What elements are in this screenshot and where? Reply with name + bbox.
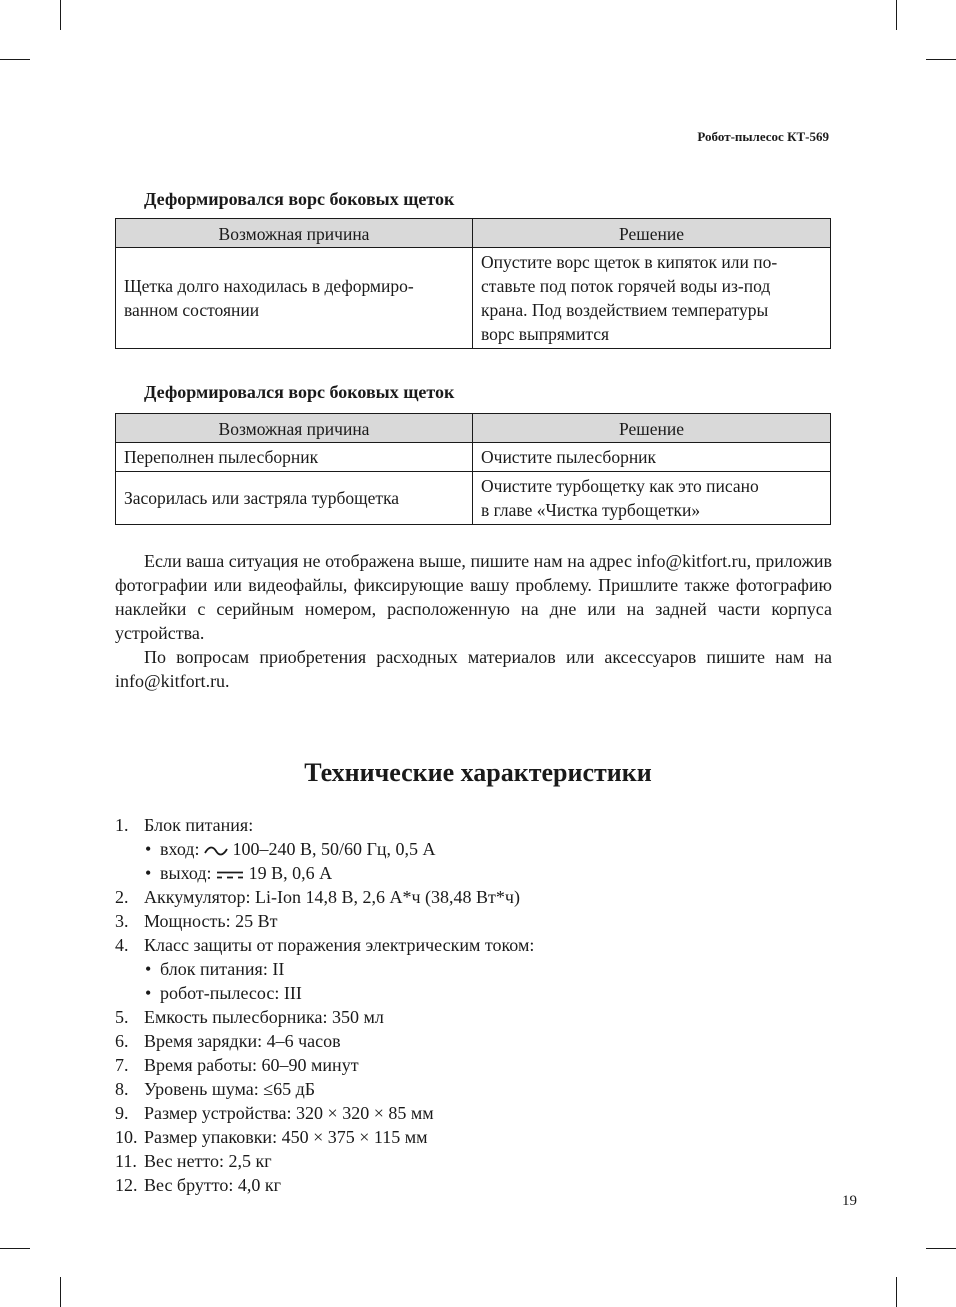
crop-mark bbox=[926, 1248, 956, 1249]
troubleshooting-table-1 bbox=[115, 218, 831, 349]
table-header-row bbox=[116, 219, 831, 248]
column-header-solution: Решение bbox=[473, 414, 831, 443]
table-row bbox=[116, 472, 831, 525]
crop-mark bbox=[60, 0, 61, 30]
crop-mark bbox=[60, 1277, 61, 1307]
specs-list bbox=[115, 813, 835, 1197]
item-number: 10. bbox=[115, 1127, 138, 1147]
bullet: • bbox=[145, 863, 152, 883]
paragraph-text: По вопросам приобретения расходных материалов или аксессуаров пишите нам на bbox=[144, 647, 832, 667]
paragraph-text: приложив фотографии или видеофайлы, фиксирующие вашу проблему. Пришлите также фотографию наклейки с серийным номером, расположенную на дне или на задней части корпуса устройства. bbox=[115, 551, 833, 643]
cell-line: Переполнен пылесборник bbox=[124, 447, 319, 467]
paragraph bbox=[115, 645, 832, 693]
crop-mark bbox=[926, 59, 956, 60]
list-item bbox=[115, 1149, 835, 1173]
paragraph bbox=[115, 549, 832, 645]
list-item bbox=[115, 1101, 835, 1125]
item-text: Размер устройства: 320 × 320 × 85 мм bbox=[144, 1103, 434, 1123]
list-subitem bbox=[115, 837, 835, 861]
item-text: Время работы: 60–90 минут bbox=[144, 1055, 359, 1075]
item-number: 9. bbox=[115, 1103, 129, 1123]
list-item bbox=[115, 1053, 835, 1077]
list-item bbox=[115, 1005, 835, 1029]
item-value: 100–240 В, 50/60 Гц, 0,5 А bbox=[232, 839, 436, 859]
cell-line: ставьте под поток горячей воды из-под bbox=[481, 276, 771, 296]
list-item bbox=[115, 1029, 835, 1053]
item-number: 6. bbox=[115, 1031, 129, 1051]
item-number: 11. bbox=[115, 1151, 137, 1171]
bullet: • bbox=[145, 959, 152, 979]
item-label: вход: bbox=[160, 839, 200, 859]
item-number: 8. bbox=[115, 1079, 129, 1099]
crop-mark bbox=[0, 1248, 30, 1249]
item-text: блок питания: II bbox=[160, 959, 285, 979]
list-item bbox=[115, 933, 835, 957]
cell-line: Очистите турбощетку как это писано bbox=[481, 476, 759, 496]
item-value: 19 В, 0,6 А bbox=[248, 863, 333, 883]
list-subitem bbox=[115, 981, 835, 1005]
table2-title: Деформировался ворс боковых щеток bbox=[144, 382, 455, 402]
page-number: 19 bbox=[842, 1193, 857, 1209]
list-item bbox=[115, 1125, 835, 1149]
item-text: Блок питания: bbox=[144, 815, 254, 835]
item-text: Класс защиты от поражения электрическим током: bbox=[144, 935, 535, 955]
list-item bbox=[115, 909, 835, 933]
cell-line: Очистите пылесборник bbox=[481, 447, 657, 467]
item-text: Мощность: 25 Вт bbox=[144, 911, 278, 931]
item-number: 12. bbox=[115, 1175, 138, 1195]
item-text: Уровень шума: ≤65 дБ bbox=[144, 1079, 316, 1099]
solution-cell bbox=[473, 443, 831, 472]
bullet: • bbox=[145, 839, 152, 859]
item-number: 1. bbox=[115, 815, 129, 835]
paragraph-text: Если ваша ситуация не отображена выше, пишите нам на адрес bbox=[144, 551, 632, 571]
item-text: Вес брутто: 4,0 кг bbox=[144, 1175, 281, 1195]
bullet: • bbox=[145, 983, 152, 1003]
item-text: Время зарядки: 4–6 часов bbox=[144, 1031, 341, 1051]
crop-mark bbox=[896, 1277, 897, 1307]
cell-line: в главе «Чистка турбощетки» bbox=[481, 500, 701, 520]
item-number: 5. bbox=[115, 1007, 129, 1027]
item-text: Вес нетто: 2,5 кг bbox=[144, 1151, 272, 1171]
body-text bbox=[115, 549, 832, 693]
solution-cell bbox=[473, 472, 831, 525]
list-item bbox=[115, 885, 835, 909]
solution-cell bbox=[473, 248, 831, 349]
cell-line: Опустите ворс щеток в кипяток или по- bbox=[481, 252, 778, 272]
item-text: робот-пылесос: III bbox=[160, 983, 302, 1003]
table-row bbox=[116, 248, 831, 349]
column-header-cause: Возможная причина bbox=[116, 219, 473, 248]
email-link[interactable]: info@kitfort.ru. bbox=[115, 671, 230, 691]
list-item bbox=[115, 813, 835, 837]
item-label: выход: bbox=[160, 863, 212, 883]
column-header-solution: Решение bbox=[473, 219, 831, 248]
table-row bbox=[116, 443, 831, 472]
item-text bbox=[160, 861, 332, 885]
table1-title: Деформировался ворс боковых щеток bbox=[144, 189, 455, 209]
cause-cell bbox=[116, 248, 473, 349]
crop-mark bbox=[896, 0, 897, 30]
cell-line: ванном состоянии bbox=[124, 300, 260, 320]
item-number: 3. bbox=[115, 911, 129, 931]
item-text: Аккумулятор: Li-Ion 14,8 В, 2,6 А*ч (38,48 Вт*ч) bbox=[144, 887, 520, 907]
item-number: 4. bbox=[115, 935, 129, 955]
cell-line: ворс выпрямится bbox=[481, 324, 610, 344]
ac-tilde-icon bbox=[204, 845, 228, 857]
cell-line: крана. Под воздействием температуры bbox=[481, 300, 769, 320]
item-number: 7. bbox=[115, 1055, 129, 1075]
dc-symbol-icon bbox=[216, 870, 244, 880]
item-number: 2. bbox=[115, 887, 129, 907]
cell-line: Засорилась или застряла турбощетка bbox=[124, 488, 400, 508]
list-item bbox=[115, 1077, 835, 1101]
item-text bbox=[160, 837, 436, 861]
email-link[interactable]: info@kitfort.ru, bbox=[636, 551, 752, 571]
crop-mark bbox=[0, 59, 30, 60]
table-header-row bbox=[116, 414, 831, 443]
running-header: Робот-пылесос КТ-569 bbox=[697, 129, 829, 144]
troubleshooting-table-2 bbox=[115, 413, 831, 525]
list-subitem bbox=[115, 861, 835, 885]
list-item bbox=[115, 1173, 835, 1197]
specs-heading: Технические характеристики bbox=[304, 758, 652, 787]
cell-line: Щетка долго находилась в деформиро- bbox=[124, 276, 414, 296]
cause-cell bbox=[116, 443, 473, 472]
item-text: Емкость пылесборника: 350 мл bbox=[144, 1007, 384, 1027]
column-header-cause: Возможная причина bbox=[116, 414, 473, 443]
list-subitem bbox=[115, 957, 835, 981]
item-text: Размер упаковки: 450 × 375 × 115 мм bbox=[144, 1127, 428, 1147]
cause-cell bbox=[116, 472, 473, 525]
